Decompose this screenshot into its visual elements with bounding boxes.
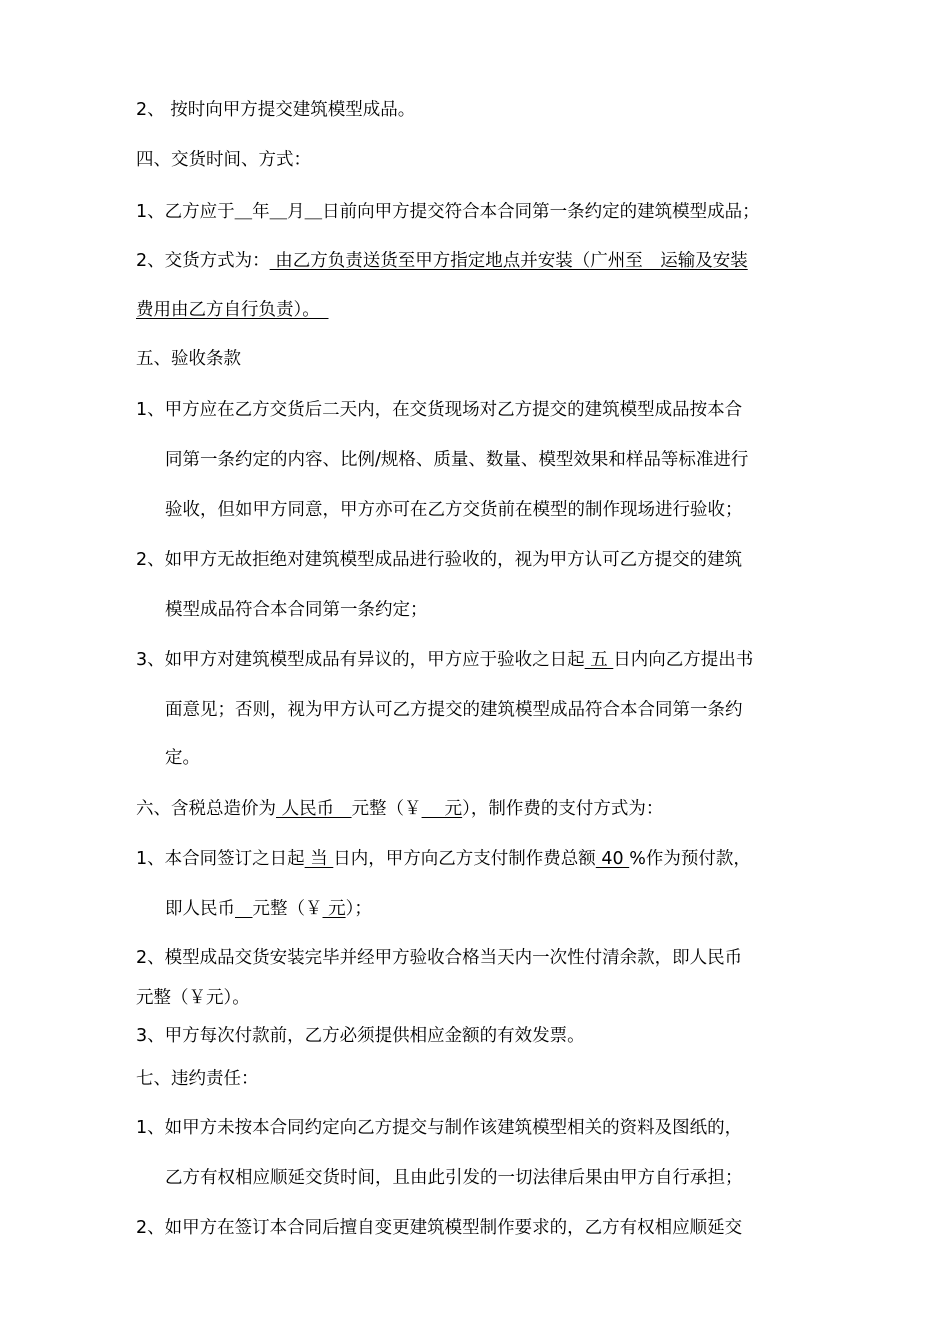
text-line: 1、乙方应于＿年＿月＿日前向甲方提交符合本合同第一条约定的建筑模型成品； <box>136 202 760 222</box>
underlined-field: 当 <box>304 849 334 869</box>
text-line <box>136 249 748 273</box>
underlined-field <box>235 899 253 919</box>
text-line: 元整（￥元）。 <box>136 988 250 1008</box>
section-heading <box>136 797 663 821</box>
text-segment: ）； <box>345 899 372 919</box>
text-line <box>165 897 372 921</box>
underlined-field: 40 <box>595 849 630 869</box>
text-segment: 日内向乙方提出书 <box>613 650 754 670</box>
text-line: 2、如甲方在签订本合同后擅自变更建筑模型制作要求的，乙方有权相应顺延交 <box>136 1218 743 1238</box>
text-segment: ），制作费的支付方式为： <box>462 799 664 819</box>
section-heading: 五、验收条款 <box>136 349 241 369</box>
text-line: 3、甲方每次付款前，乙方必须提供相应金额的有效发票。 <box>136 1026 585 1046</box>
text-line <box>136 298 329 322</box>
underlined-field: 元 <box>421 799 463 819</box>
text-segment: 六、含税总造价为 <box>136 799 276 819</box>
text-line: 面意见；否则，视为甲方认可乙方提交的建筑模型成品符合本合同第一条约 <box>165 700 743 720</box>
underlined-field: 由乙方负责送货至甲方指定地点并安装（广州至 运输及安装 <box>269 251 748 271</box>
text-line: 定。 <box>165 748 200 768</box>
section-heading: 四、交货时间、方式： <box>136 150 311 170</box>
text-segment: 元整（￥ <box>252 899 323 919</box>
text-line <box>136 847 751 871</box>
text-line: 1、甲方应在乙方交货后二天内，在交货现场对乙方提交的建筑模型成品按本合 <box>136 400 743 420</box>
text-line: 2、如甲方无故拒绝对建筑模型成品进行验收的，视为甲方认可乙方提交的建筑 <box>136 550 743 570</box>
text-line: 2、模型成品交货安装完毕并经甲方验收合格当天内一次性付清余款，即人民币 <box>136 948 743 968</box>
underlined-field: 五 <box>584 650 614 670</box>
text-segment: 3、如甲方对建筑模型成品有异议的，甲方应于验收之日起 <box>136 650 585 670</box>
text-line: 同第一条约定的内容、比例/规格、质量、数量、模型效果和样品等标准进行 <box>165 450 749 470</box>
underlined-field: 费用由乙方自行负责）。 <box>136 300 329 320</box>
section-heading: 七、违约责任： <box>136 1069 259 1089</box>
text-segment: 2、交货方式为： <box>136 251 270 271</box>
text-segment: 日内，甲方向乙方支付制作费总额 <box>333 849 596 869</box>
text-line <box>136 648 753 672</box>
text-line: 1、如甲方未按本合同约定向乙方提交与制作该建筑模型相关的资料及图纸的， <box>136 1118 743 1138</box>
text-line: 乙方有权相应顺延交货时间，且由此引发的一切法律后果由甲方自行承担； <box>165 1168 743 1188</box>
underlined-field: 人民币 <box>276 799 352 819</box>
text-segment: %作为预付款， <box>629 849 751 869</box>
text-segment: 元整（￥ <box>351 799 422 819</box>
text-line: 验收，但如甲方同意，甲方亦可在乙方交货前在模型的制作现场进行验收； <box>165 500 743 520</box>
text-segment: 即人民币 <box>165 899 235 919</box>
text-line: 2、 按时向甲方提交建筑模型成品。 <box>136 100 416 120</box>
underlined-field: 元 <box>322 899 346 919</box>
text-line: 模型成品符合本合同第一条约定； <box>165 600 428 620</box>
text-segment: 1、本合同签订之日起 <box>136 849 305 869</box>
